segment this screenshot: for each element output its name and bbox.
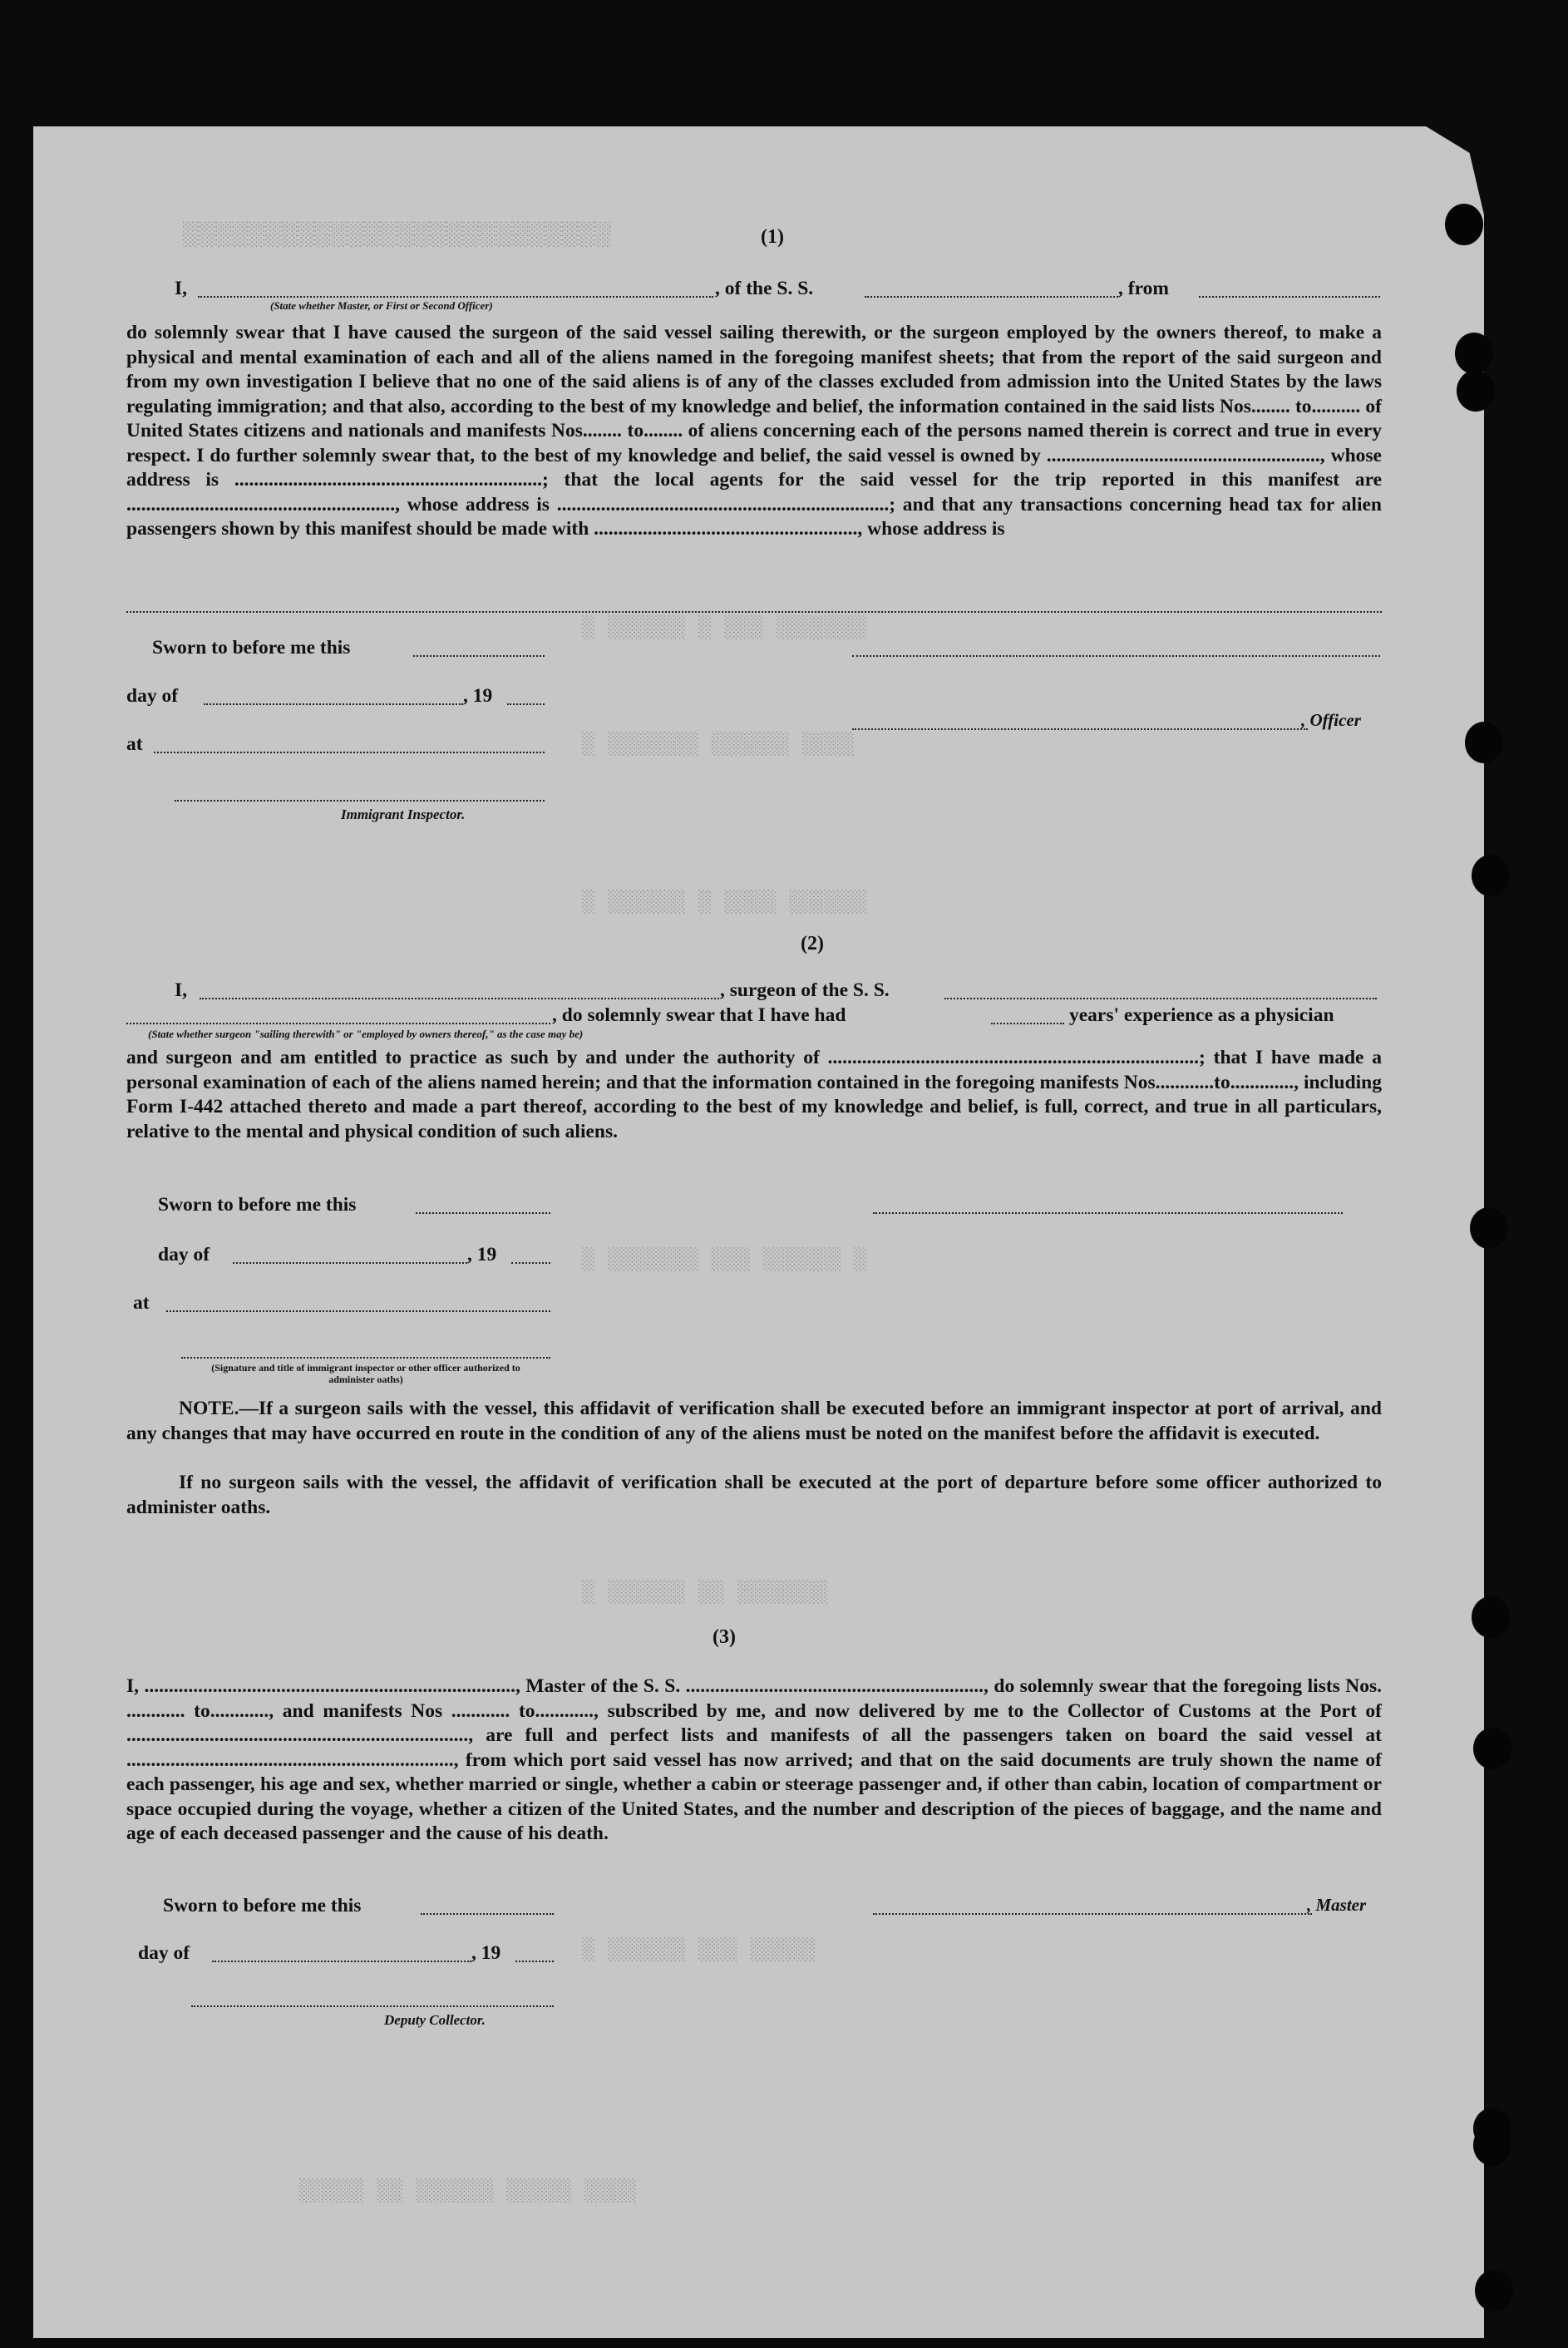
bleed-through-stamp: ░░░░░░░░░░░░░░░░░░░░░░░░░░ [183,220,612,246]
officer-signature-line [852,728,1308,730]
day-of-blank [204,703,463,705]
year-blank-2 [511,1262,550,1264]
punch-hole [1470,1207,1508,1249]
section-2-number: (2) [801,933,824,954]
section-3-number: (3) [713,1626,736,1648]
punch-hole [1465,722,1503,763]
section-1-of-ss: , of the S. S. [715,278,814,299]
section-2-i: I, [175,979,188,1001]
inspector-signature-line [175,800,545,802]
punch-hole [1473,2124,1511,2166]
section-3-nineteen: , 19 [471,1942,501,1964]
section-2-sworn: Sworn to before me this [158,1194,357,1216]
officer-title: , Officer [1301,710,1361,730]
surgeon-type-blank [126,1023,550,1024]
bleed-through-text: ░ ░░░░░░ ░░░ ░░░░░ [582,1937,816,1962]
punch-hole [1475,2270,1513,2311]
section-1-i: I, [175,278,188,299]
master-name-blank [198,296,713,298]
port-from-blank [1199,296,1380,298]
bleed-through-text: ░ ░░░░░░░ ░░░░░░ ░░░░ [582,732,855,757]
immigrant-inspector-caption: Immigrant Inspector. [341,807,466,822]
at-blank-2 [166,1310,550,1312]
section-2-swear: , do solemnly swear that I have had [552,1004,846,1026]
section-1-at: at [126,733,143,755]
section-1-note: (State whether Master, or First or Second Officer) [270,299,493,312]
sworn-date-blank-3 [421,1913,554,1915]
section-2-day-of: day of [158,1244,210,1265]
section-1-body: do solemnly swear that I have caused the surgeon of the said vessel sailing therewith, or the surgeon employed by the owners thereof, to make a physical and mental examination of each and all of the aliens named in the foregoing manifest sheets; that from the report of the said surgeon and from my own investigation I believe that no one of the said aliens is of any of the classes excluded from admission into the United States by the laws regulating immigration; and that also, according to the best of my knowledge and belief, the information contained in the said lists Nos........ to.......... of United States citizens and nationals and manifests Nos........ to........ of aliens concerning each of the persons named therein is correct and true in every respect. I do further solemnly swear that, to the best of my knowledge and belief, the said vessel is owned by ........................................................, whose address is ...............................................................; that the local agents for the said vessel for the trip reported in this manifest are ......................................................., whose address is ....................................................................; and that any transactions concerning head tax for alien passengers shown by this manifest should be made with ......................................................, whose address is [126,322,1382,540]
section-2-note: (State whether surgeon "sailing therewith" or "employed by owners thereof," as the case may be) [148,1028,584,1040]
master-title: , Master [1307,1895,1367,1915]
punch-hole [1457,370,1495,412]
section-2-nineteen: , 19 [467,1244,497,1265]
vessel-name-blank-2 [944,998,1377,999]
section-2-years: years' experience as a physician [1069,1004,1334,1026]
section-1-from: , from [1118,278,1169,299]
section-1-number: (1) [761,226,784,248]
section-3-body: I, ............................................................................, Master of the S. S. ............................................................., do solemnly swear that the foregoing lists Nos. ............ to............, and manifests Nos ............ to............, subscribed by me, and now delivered by me to the Collector of Customs at the Port of ......................................................................, are full and perfect lists and manifests of all the passengers taken on board the said vessel at ..................................................................., from which port said vessel has now arrived; and that on the said documents are truly shown the name of each passenger, his age and sex, whether married or single, whether a cabin or steerage passenger and, if other than cabin, location of compartment or space occupied during the voyage, whether a citizen of the United States, and the number and description of the pieces of baggage, and the name and age of each deceased passenger and the cause of his death. [126,1675,1382,1844]
day-of-blank-3 [212,1961,471,1962]
master-signature-line [873,1913,1312,1915]
punch-hole [1472,855,1510,896]
bleed-through-text: ░ ░░░░░░ ░ ░░░ ░░░░░░░ [582,615,868,640]
section-1-day-of: day of [126,685,179,707]
year-blank-3 [515,1961,554,1962]
bleed-through-text: ░ ░░░░░░ ░ ░░░░ ░░░░░░ [582,890,868,915]
signature-caption: (Signature and title of immigrant inspector or other officer authorized to administer oaths) [211,1362,520,1385]
section-2-surgeon-of: , surgeon of the S. S. [720,979,890,1001]
note-paragraph: NOTE.—If a surgeon sails with the vessel, this affidavit of verification shall be executed before an immigrant inspector at port of arrival, and any changes that may have occurred en route in the condition of any of the aliens must be noted on the manifest before the affidavit is executed. [126,1398,1382,1444]
years-blank [991,1023,1064,1024]
section-2-at: at [133,1292,150,1314]
section-3-sworn: Sworn to before me this [163,1895,362,1916]
punch-hole [1455,333,1493,374]
deputy-collector-caption: Deputy Collector. [384,2012,486,2028]
note-paragraph-2: If no surgeon sails with the vessel, the affidavit of verification shall be executed at the port of departure before some officer authorized to administer oaths. [126,1472,1382,1518]
bleed-through-text: ░ ░░░░░░ ░░ ░░░░░░░ [582,1580,829,1605]
section-2-body: and surgeon and am entitled to practice as such by and under the authority of ............................................................................; that I have made a personal examination of each of the aliens named herein; and that the information contained in the foregoing manifests Nos............to............., including Form I-442 attached thereto and made a part thereof, according to the best of my knowledge and belief, is full, correct, and true in all particulars, relative to the mental and physical condition of such aliens. [126,1047,1382,1142]
bleed-through-text: ░ ░░░░░░░ ░░░ ░░░░░░ ░ [582,1247,868,1272]
bleed-through-text: ░░░░░ ░░ ░░░░░░ ░░░░░ ░░░░ [299,2178,637,2203]
officer-signature-line-1 [852,655,1380,657]
section-1-sworn: Sworn to before me this [152,637,351,659]
year-blank [507,703,545,705]
section-1-nineteen: , 19 [463,685,493,707]
section-3-day-of: day of [138,1942,190,1964]
day-of-blank-2 [233,1262,467,1264]
punch-hole [1473,1728,1511,1769]
sworn-date-blank [413,655,545,657]
officer-signature-line-2 [181,1357,550,1359]
sworn-date-blank-2 [416,1212,550,1214]
vessel-name-blank [865,296,1118,298]
collector-signature-line [191,2005,554,2007]
at-blank [154,752,545,753]
surgeon-signature-line [873,1212,1343,1214]
surgeon-name-blank [200,998,719,999]
address-blank [126,611,1382,613]
